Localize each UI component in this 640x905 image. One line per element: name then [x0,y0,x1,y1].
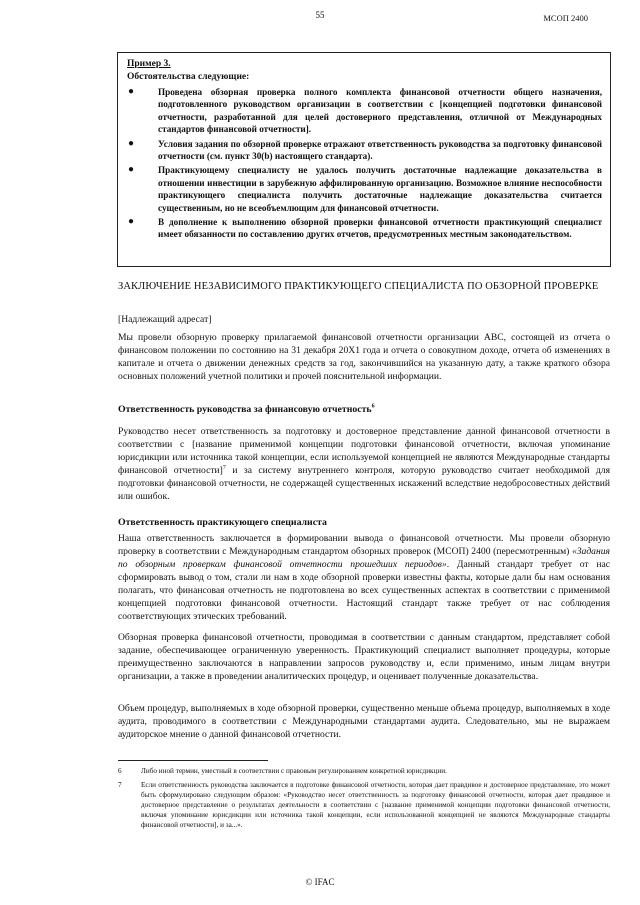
example-bullet [127,138,602,163]
footnote [118,766,610,776]
example-intro: Обстоятельства следующие: [127,72,250,82]
intro-paragraph: Мы провели обзорную проверку прилагаемой финансовой отчетности организации ABC, состоящей из отчета о финансовом положении по состоянию на 31 декабря 20X1 года и отчета о совокупном доходе, отчета об изменениях в капитале и отчета о движении денежных средств за год, закончившийся на указанную дату, а также краткого обзора основных положений учетной политики и прочей пояснительной информации. [118,332,610,382]
section-heading-practitioner: Ответственность практикующего специалиста [118,517,327,528]
example-title: Пример 3. [127,59,171,69]
footer-copyright: © IFAC [305,877,335,887]
management-paragraph [118,425,610,503]
example-bullet-list [127,86,602,241]
example-box [117,52,611,267]
section-heading-management [118,404,375,415]
bullet-text: Условия задания по обзорной проверке отражают ответственность руководства за подготовку финансовой отчетности (см. пункт 30(b) настоящего стандарта). [158,138,602,162]
paragraph-text: Наша ответственность заключается в формировании вывода о финансовой отчетности. Мы провели обзорную проверку в соответствии с Международным стандартом обзорных проверок (МСОП) 2400 (пересмотренным) [118,533,610,557]
document-id: МСОП 2400 [543,13,588,23]
footnote-number: 6 [118,767,122,775]
footnote-divider [118,760,268,761]
paragraph-text: . Данный стандарт требует от нас сформировать вывод о том, стали ли нам в ходе обзорной проверки известны факты, которые дали бы нам основания полагать, что финансовая отчетность не подготовлена во всех существенных аспектах в соответствии с применимой концепцией подготовки финансовой отчетности. Настоящий стандарт также требует от нас соблюдения соответствующих этических требований. [118,559,610,622]
bullet-text: В дополнение к выполнению обзорной проверки финансовой отчетности практикующий специалист имеет обязанности по составлению других отчетов, предусмотренных местным законодательством. [158,217,602,240]
example-bullet [127,164,602,214]
bullet-text: Практикующему специалисту не удалось получить достаточные надлежащие доказательства в отношении инвестиции в зарубежную аффилированную организацию. Возможное влияние неспособности практикующего специалиста получить достаточные надлежащие доказательства считается существенным, но не всеобъемлющим для финансовой отчетности. [158,165,602,213]
practitioner-paragraph-3: Объем процедур, выполняемых в ходе обзорной проверки, существенно меньше объема процедур, выполняемых в ходе аудита, проводимого в соответствии с Международными стандартами аудита. Следовательно, мы не выражаем аудиторское мнение о данной финансовой отчетности. [118,703,610,740]
paragraph-text: и за систему внутреннего контроля, которую руководство считает необходимой для подготовки финансовой отчетности, не содержащей существенных искажений вследствие недобросовестных действий или ошибок. [118,465,610,502]
footnote-text: Либо иной термин, уместный в соответствии с правовым регулированием конкретной юрисдикции. [141,767,447,775]
paragraph-text: Руководство несет ответственность за подготовку и достоверное представление данной финансовой отчетности в соответствии с [название применимой концепции подготовки финансовой отчетности, включая упоминание юрисдикции или источника такой концепции, если используемой концепцией не являются Международные стандарты финансовой отчетности] [118,426,610,476]
heading-text: Ответственность руководства за финансовую отчетность [118,404,372,415]
footnote-ref: 7 [222,464,226,471]
practitioner-paragraph-1 [118,532,610,623]
standard-title: «Задания по обзорным проверкам финансовой отчетности прошедших периодов» [118,546,610,570]
addressee: [Надлежащий адресат] [118,314,212,325]
bullet-icon: ● [128,86,135,97]
example-bullet [127,216,602,241]
footnote-ref: 6 [371,403,375,410]
bullet-text: Проведена обзорная проверка полного комплекта финансовой отчетности общего назначения, подготовленного руководством организации в соответствии с [концепцией подготовки финансовой отчетности, разработанной для целей достоверного представления, отличной от Международных стандартов финансовой отчетности]. [158,87,602,135]
footnote-text: Если ответственность руководства заключается в подготовке финансовой отчетности, которая дает правдивое и достоверное представление, это может быть сформулировано следующим образом: «Руководство несет ответственность за подготовку финансовой отчетности, которая дает правдивое и достоверное представление о результатах деятельности в соответствии с [название применимой концепции подготовки финансовой отчетности, включая упоминание юрисдикции или источника такой концепции, если использованной концепцией не являются Международные стандарты финансовой отчетности], и за...». [141,781,610,829]
page-number: 55 [315,10,325,20]
example-bullet [127,86,602,136]
bullet-icon: ● [128,164,135,176]
footnote [118,780,610,830]
practitioner-paragraph-2: Обзорная проверка финансовой отчетности, проводимая в соответствии с данным стандартом, представляет собой задание, обеспечивающее ограниченную уверенность. Практикующий специалист выполняет процедуры, которые преимущественно заключаются в направлении запросов руководству и, если применимо, иным лицам внутри организации, а также в проведении аналитических процедур, и оценивает полученные доказательства. [118,632,610,682]
footnote-number: 7 [118,781,122,789]
report-title: ЗАКЛЮЧЕНИЕ НЕЗАВИСИМОГО ПРАКТИКУЮЩЕГО СПЕЦИАЛИСТА ПО ОБЗОРНОЙ ПРОВЕРКЕ [118,281,599,292]
bullet-icon: ● [128,137,135,149]
bullet-icon: ● [128,216,135,228]
